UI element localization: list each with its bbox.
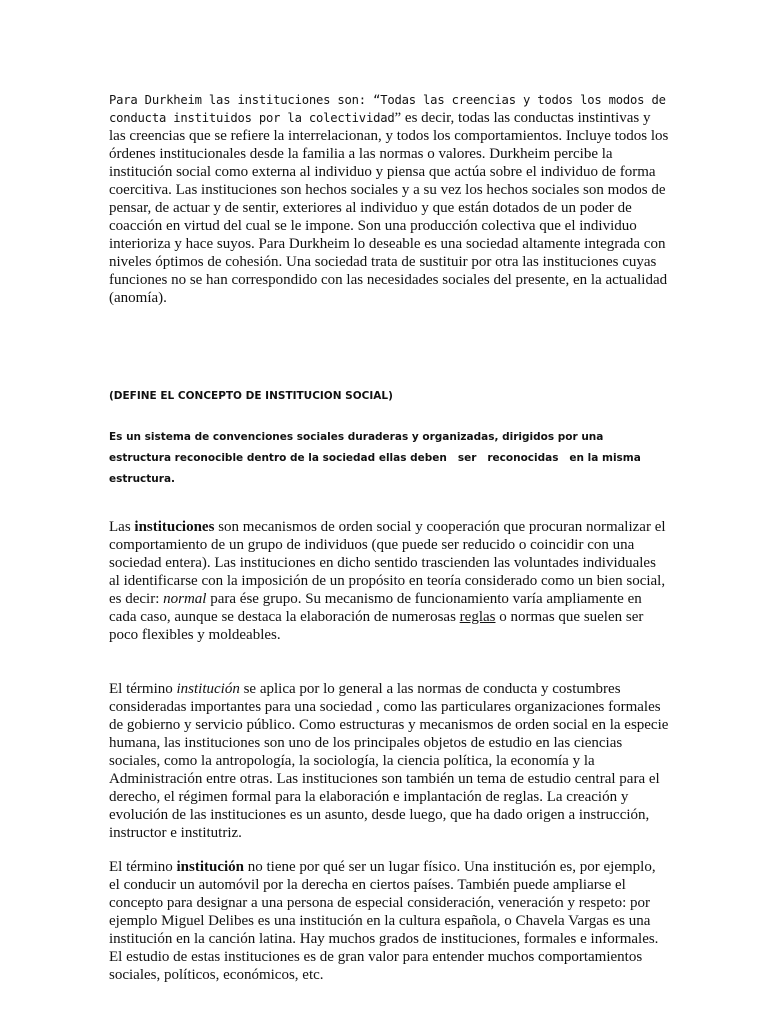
section-heading: (DEFINE EL CONCEPTO DE INSTITUCION SOCIAL) [109,390,393,402]
definition-text: Es un sistema de convenciones sociales duraderas y organizadas, dirigidos por una estructura reconocible dentro de la sociedad ellas deben ser reconocidas en la misma estructura. [109,431,645,485]
text-run: El término [109,859,177,875]
bold-term: instituciones [134,519,215,535]
text-run: se aplica por lo general a las normas de conducta y costumbres consideradas importantes para una sociedad , como las particulares organizaciones formales de gobierno y servicio público. Como estructuras y mecanismos de orden social en la especie humana, las instituciones son uno de los principales objetos de estudio en las ciencias sociales, como la antropología, la sociología, la ciencia política, la economía y la Administración entre otras. Las instituciones son también un tema de estudio central para el derecho, el régimen formal para la elaboración e implantación de reglas. La creación y evolución de las instituciones es un asunto, desde luego, que ha dado origen a instrucción, instructor e institutriz. [109,681,669,841]
italic-term: normal [163,591,207,607]
quote-lead-text-2: conducta instituidos por la colectividad [109,111,395,125]
paragraph-termino-institucion [109,680,669,842]
paragraph-instituciones [109,518,669,644]
paragraph-institucion-lugar [109,858,669,984]
text-run: para ése grupo. Su mecanismo de funcionamiento varía ampliamente en cada caso, aunque se destaca la elaboración de numerosas [109,591,642,625]
reglas-link[interactable]: reglas [459,609,496,625]
quote-lead-text: Para Durkheim las instituciones son: “Todas las creencias y todos los modos de [109,93,666,107]
bold-term: institución [176,859,245,875]
text-run: son mecanismos de orden social y cooperación que procuran normalizar el comportamiento de un grupo de individuos (que puede ser reducido o coincidir con una sociedad entera). Las instituciones en dicho sentido trascienden las voluntades individuales al identificarse con la imposición de un propósito en teoría considerado como un bien social, es decir: [109,519,666,607]
text-run: El término [109,681,177,697]
text-run: Las [109,519,135,535]
paragraph-durkheim [109,91,669,307]
italic-term: institución [176,681,240,697]
paragraph-durkheim-body: ” es decir, todas las conductas instintivas y las creencias que se refiere la interrelacionan, y todos los comportamientos. Incluye todos los órdenes institucionales desde la familia a las normas o valores. Durkheim percibe la institución social como externa al individuo y piensa que actúa sobre el individuo de forma coercitiva. Las instituciones son hechos sociales y a su vez los hechos sociales son modos de pensar, de actuar y de sentir, exteriores al individuo y que están dotados de un poder de coacción en virtud del cual se le impone. Son una producción colectiva que el individuo interioriza y hace suyos. Para Durkheim lo deseable es una sociedad altamente integrada con niveles óptimos de cohesión. Una sociedad trata de sustituir por otra las instituciones cuyas funciones no se han correspondido con las necesidades sociales del presente, en la actualidad (anomía). [109,110,669,306]
text-run: no tiene por qué ser un lugar físico. Una institución es, por ejemplo, el conducir un automóvil por la derecha en ciertos países. También puede ampliarse el concepto para designar a una persona de especial consideración, veneración y respeto: por ejemplo Miguel Delibes es una institución en la cultura española, o Chavela Vargas es una institución en la canción latina. Hay muchos grados de instituciones, formales e informales. El estudio de estas instituciones es de gran valor para entender muchos comportamientos sociales, políticos, económicos, etc. [109,859,659,983]
text-run: o normas que suelen ser poco flexibles y moldeables. [109,609,644,643]
